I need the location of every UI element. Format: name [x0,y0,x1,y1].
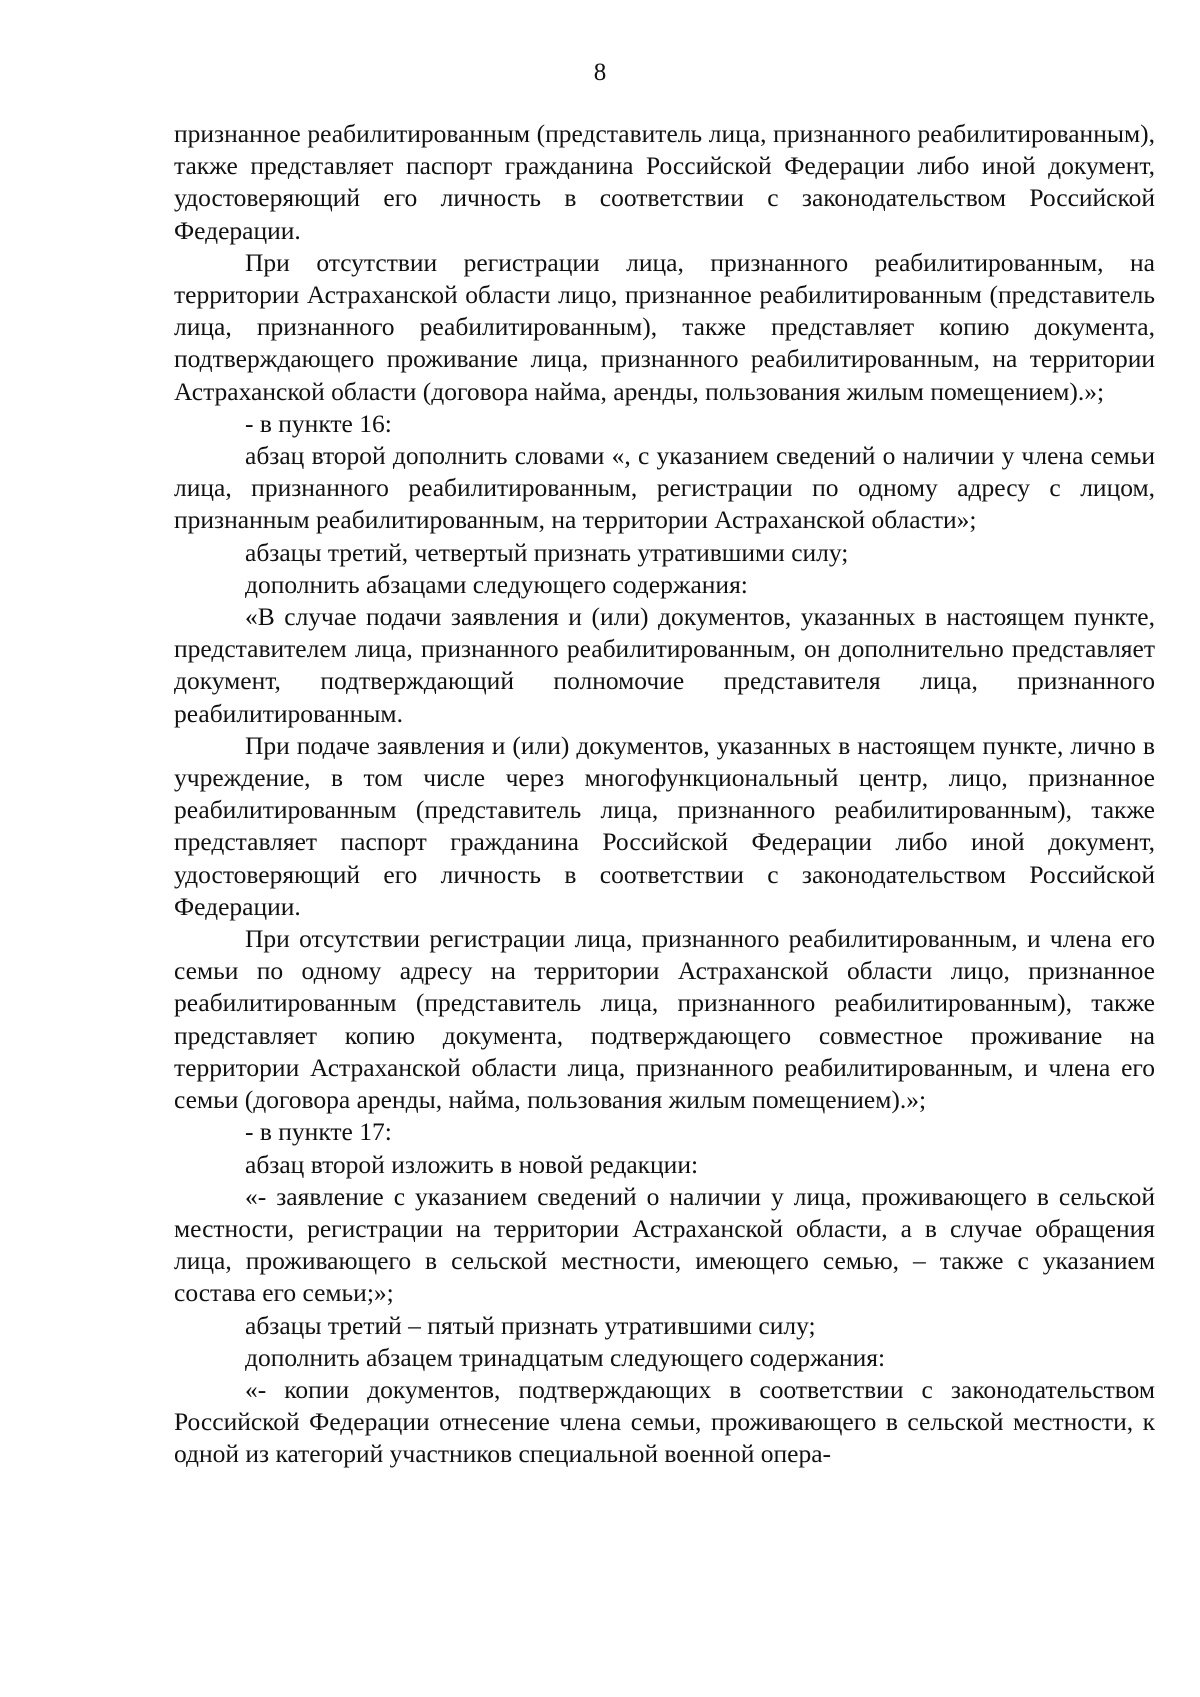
paragraph-12: «- заявление с указанием сведений о наличии у лица, проживающего в сельской местности, регистрации на территории Астраханской области, а в случае обращения лица, проживающего в сельской местности, имеющего семью, – также с указанием состава его семьи;»; [174,1181,1155,1308]
paragraph-6: дополнить абзацами следующего содержания: [245,569,748,599]
paragraph-9: При отсутствии регистрации лица, признанного реабилитированным, и члена его семьи по одному адресу на территории Астраханской области лицо, признанное реабилитированным (представитель лица, признанного реабилитированным), также представляет копию документа, подтверждающего совместное проживание на территории Астраханской области лица, признанного реабилитированным, и члена его семьи (договора аренды, найма, пользования жилым помещением).»; [174,924,1155,1115]
document-body [174,118,1155,1471]
paragraph-13: абзацы третий – пятый признать утратившими силу; [245,1310,816,1340]
paragraph-7: «В случае подачи заявления и (или) документов, указанных в настоящем пункте, представителем лица, признанного реабилитированным, он дополнительно представляет документ, подтверждающий полномочие представителя лица, признанного реабилитированным. [174,602,1155,728]
page-number: 8 [593,59,607,86]
paragraph-2: При отсутствии регистрации лица, признанного реабилитированным, на территории Астраханской области лицо, признанное реабилитированным (представитель лица, признанного реабилитированным), также представляет копию документа, подтверждающего проживание лица, признанного реабилитированным, на территории Астраханской области (договора найма, аренды, пользования жилым помещением).»; [174,247,1155,406]
paragraph-4: абзац второй дополнить словами «, с указанием сведений о наличии у члена семьи лица, признанного реабилитированным, регистрации по одному адресу с лицом, признанным реабилитированным, на территории Астраханской области»; [174,441,1155,535]
paragraph-15: «- копии документов, подтверждающих в соответствии с законодательством Российской Федерации отнесение члена семьи, проживающего в сельской местности, к одной из категорий участников специальной военной опера- [174,1374,1155,1469]
paragraph-14: дополнить абзацем тринадцатым следующего содержания: [245,1342,886,1372]
paragraph-5: абзацы третий, четвертый признать утратившими силу; [245,537,849,567]
paragraph-1: признанное реабилитированным (представитель лица, признанного реабилитированным), также представляет паспорт гражданина Российской Федерации либо иной документ, удостоверяющий его личность в соответствии с законодательством Российской Федерации. [174,119,1155,245]
paragraph-8: При подаче заявления и (или) документов, указанных в настоящем пункте, лично в учреждение, в том числе через многофункциональный центр, лицо, признанное реабилитированным (представитель лица, признанного реабилитированным), также представляет паспорт гражданина Российской Федерации либо иной документ, удостоверяющий его личность в соответствии с законодательством Российской Федерации. [174,730,1155,921]
paragraph-3: - в пункте 16: [245,408,392,438]
paragraph-10: - в пункте 17: [245,1117,392,1147]
paragraph-11: абзац второй изложить в новой редакции: [245,1149,699,1179]
